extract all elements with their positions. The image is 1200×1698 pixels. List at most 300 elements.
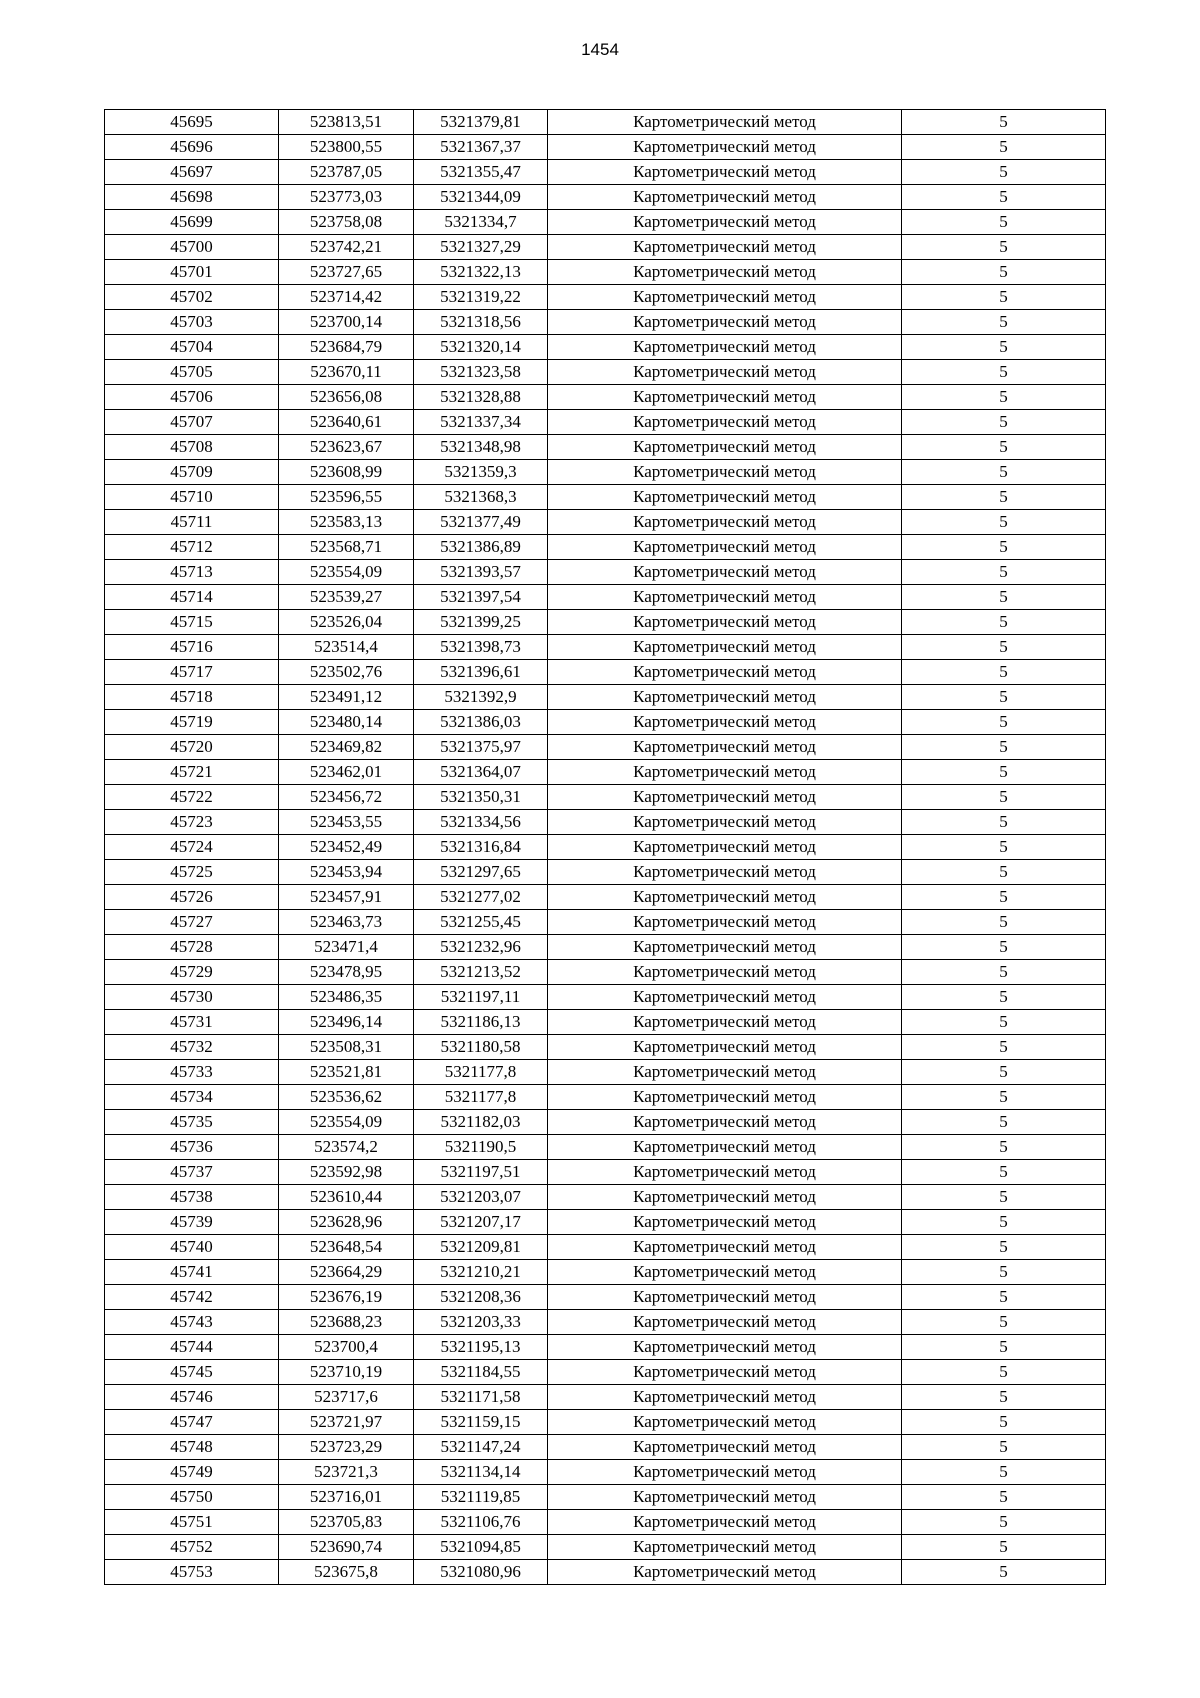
- point-number-cell: 45750: [105, 1485, 279, 1510]
- accuracy-cell: 5: [902, 260, 1106, 285]
- y-coordinate-cell: 5321232,96: [414, 935, 548, 960]
- point-number-cell: 45701: [105, 260, 279, 285]
- y-coordinate-cell: 5321337,34: [414, 410, 548, 435]
- method-cell: Картометрический метод: [548, 660, 902, 685]
- method-cell: Картометрический метод: [548, 210, 902, 235]
- x-coordinate-cell: 523491,12: [279, 685, 414, 710]
- accuracy-cell: 5: [902, 1210, 1106, 1235]
- accuracy-cell: 5: [902, 585, 1106, 610]
- y-coordinate-cell: 5321344,09: [414, 185, 548, 210]
- accuracy-cell: 5: [902, 1460, 1106, 1485]
- method-cell: Картометрический метод: [548, 285, 902, 310]
- accuracy-cell: 5: [902, 285, 1106, 310]
- method-cell: Картометрический метод: [548, 485, 902, 510]
- table-row: [105, 935, 1106, 960]
- point-number-cell: 45722: [105, 785, 279, 810]
- table-row: [105, 860, 1106, 885]
- table-row: [105, 510, 1106, 535]
- point-number-cell: 45726: [105, 885, 279, 910]
- method-cell: Картометрический метод: [548, 960, 902, 985]
- table-row: [105, 1385, 1106, 1410]
- x-coordinate-cell: 523610,44: [279, 1185, 414, 1210]
- method-cell: Картометрический метод: [548, 510, 902, 535]
- method-cell: Картометрический метод: [548, 360, 902, 385]
- point-number-cell: 45749: [105, 1460, 279, 1485]
- method-cell: Картометрический метод: [548, 1410, 902, 1435]
- point-number-cell: 45733: [105, 1060, 279, 1085]
- point-number-cell: 45738: [105, 1185, 279, 1210]
- accuracy-cell: 5: [902, 435, 1106, 460]
- accuracy-cell: 5: [902, 885, 1106, 910]
- accuracy-cell: 5: [902, 1110, 1106, 1135]
- method-cell: Картометрический метод: [548, 185, 902, 210]
- table-row: [105, 1185, 1106, 1210]
- accuracy-cell: 5: [902, 1310, 1106, 1335]
- y-coordinate-cell: 5321182,03: [414, 1110, 548, 1135]
- table-row: [105, 785, 1106, 810]
- point-number-cell: 45696: [105, 135, 279, 160]
- table-row: [105, 1110, 1106, 1135]
- x-coordinate-cell: 523471,4: [279, 935, 414, 960]
- table-row: [105, 135, 1106, 160]
- method-cell: Картометрический метод: [548, 160, 902, 185]
- table-row: [105, 635, 1106, 660]
- y-coordinate-cell: 5321119,85: [414, 1485, 548, 1510]
- table-row: [105, 385, 1106, 410]
- x-coordinate-cell: 523717,6: [279, 1385, 414, 1410]
- table-row: [105, 660, 1106, 685]
- point-number-cell: 45716: [105, 635, 279, 660]
- table-row: [105, 1210, 1106, 1235]
- method-cell: Картометрический метод: [548, 985, 902, 1010]
- accuracy-cell: 5: [902, 460, 1106, 485]
- x-coordinate-cell: 523714,42: [279, 285, 414, 310]
- point-number-cell: 45723: [105, 810, 279, 835]
- x-coordinate-cell: 523690,74: [279, 1535, 414, 1560]
- accuracy-cell: 5: [902, 710, 1106, 735]
- method-cell: Картометрический метод: [548, 1185, 902, 1210]
- table-row: [105, 560, 1106, 585]
- y-coordinate-cell: 5321177,8: [414, 1085, 548, 1110]
- x-coordinate-cell: 523608,99: [279, 460, 414, 485]
- accuracy-cell: 5: [902, 985, 1106, 1010]
- point-number-cell: 45728: [105, 935, 279, 960]
- method-cell: Картометрический метод: [548, 1060, 902, 1085]
- point-number-cell: 45705: [105, 360, 279, 385]
- method-cell: Картометрический метод: [548, 1285, 902, 1310]
- method-cell: Картометрический метод: [548, 735, 902, 760]
- table-row: [105, 160, 1106, 185]
- accuracy-cell: 5: [902, 510, 1106, 535]
- method-cell: Картометрический метод: [548, 1510, 902, 1535]
- table-row: [105, 1485, 1106, 1510]
- accuracy-cell: 5: [902, 1360, 1106, 1385]
- accuracy-cell: 5: [902, 835, 1106, 860]
- table-row: [105, 210, 1106, 235]
- table-row: [105, 985, 1106, 1010]
- method-cell: Картометрический метод: [548, 610, 902, 635]
- table-row: [105, 110, 1106, 135]
- accuracy-cell: 5: [902, 760, 1106, 785]
- accuracy-cell: 5: [902, 335, 1106, 360]
- point-number-cell: 45737: [105, 1160, 279, 1185]
- method-cell: Картометрический метод: [548, 785, 902, 810]
- y-coordinate-cell: 5321320,14: [414, 335, 548, 360]
- point-number-cell: 45704: [105, 335, 279, 360]
- point-number-cell: 45699: [105, 210, 279, 235]
- y-coordinate-cell: 5321159,15: [414, 1410, 548, 1435]
- accuracy-cell: 5: [902, 185, 1106, 210]
- y-coordinate-cell: 5321180,58: [414, 1035, 548, 1060]
- method-cell: Картометрический метод: [548, 1385, 902, 1410]
- table-row: [105, 1560, 1106, 1585]
- y-coordinate-cell: 5321134,14: [414, 1460, 548, 1485]
- x-coordinate-cell: 523596,55: [279, 485, 414, 510]
- coordinates-table-container: [104, 109, 1105, 1585]
- point-number-cell: 45717: [105, 660, 279, 685]
- table-row: [105, 285, 1106, 310]
- accuracy-cell: 5: [902, 810, 1106, 835]
- point-number-cell: 45743: [105, 1310, 279, 1335]
- accuracy-cell: 5: [902, 235, 1106, 260]
- method-cell: Картометрический метод: [548, 435, 902, 460]
- accuracy-cell: 5: [902, 485, 1106, 510]
- y-coordinate-cell: 5321318,56: [414, 310, 548, 335]
- y-coordinate-cell: 5321197,51: [414, 1160, 548, 1185]
- x-coordinate-cell: 523583,13: [279, 510, 414, 535]
- accuracy-cell: 5: [902, 1235, 1106, 1260]
- accuracy-cell: 5: [902, 785, 1106, 810]
- accuracy-cell: 5: [902, 1010, 1106, 1035]
- y-coordinate-cell: 5321094,85: [414, 1535, 548, 1560]
- accuracy-cell: 5: [902, 360, 1106, 385]
- accuracy-cell: 5: [902, 1285, 1106, 1310]
- x-coordinate-cell: 523486,35: [279, 985, 414, 1010]
- y-coordinate-cell: 5321297,65: [414, 860, 548, 885]
- y-coordinate-cell: 5321375,97: [414, 735, 548, 760]
- method-cell: Картометрический метод: [548, 1135, 902, 1160]
- x-coordinate-cell: 523623,67: [279, 435, 414, 460]
- method-cell: Картометрический метод: [548, 710, 902, 735]
- point-number-cell: 45703: [105, 310, 279, 335]
- accuracy-cell: 5: [902, 1510, 1106, 1535]
- x-coordinate-cell: 523676,19: [279, 1285, 414, 1310]
- y-coordinate-cell: 5321355,47: [414, 160, 548, 185]
- table-row: [105, 1535, 1106, 1560]
- table-row: [105, 1010, 1106, 1035]
- table-row: [105, 910, 1106, 935]
- table-row: [105, 1360, 1106, 1385]
- x-coordinate-cell: 523452,49: [279, 835, 414, 860]
- x-coordinate-cell: 523514,4: [279, 635, 414, 660]
- accuracy-cell: 5: [902, 610, 1106, 635]
- method-cell: Картометрический метод: [548, 1260, 902, 1285]
- y-coordinate-cell: 5321255,45: [414, 910, 548, 935]
- table-row: [105, 760, 1106, 785]
- method-cell: Картометрический метод: [548, 1235, 902, 1260]
- x-coordinate-cell: 523539,27: [279, 585, 414, 610]
- y-coordinate-cell: 5321209,81: [414, 1235, 548, 1260]
- x-coordinate-cell: 523554,09: [279, 1110, 414, 1135]
- point-number-cell: 45702: [105, 285, 279, 310]
- point-number-cell: 45741: [105, 1260, 279, 1285]
- y-coordinate-cell: 5321334,7: [414, 210, 548, 235]
- method-cell: Картометрический метод: [548, 560, 902, 585]
- x-coordinate-cell: 523521,81: [279, 1060, 414, 1085]
- accuracy-cell: 5: [902, 1035, 1106, 1060]
- table-row: [105, 1335, 1106, 1360]
- accuracy-cell: 5: [902, 935, 1106, 960]
- y-coordinate-cell: 5321190,5: [414, 1135, 548, 1160]
- point-number-cell: 45695: [105, 110, 279, 135]
- x-coordinate-cell: 523705,83: [279, 1510, 414, 1535]
- x-coordinate-cell: 523723,29: [279, 1435, 414, 1460]
- table-row: [105, 710, 1106, 735]
- point-number-cell: 45711: [105, 510, 279, 535]
- method-cell: Картометрический метод: [548, 1335, 902, 1360]
- method-cell: Картометрический метод: [548, 1210, 902, 1235]
- method-cell: Картометрический метод: [548, 910, 902, 935]
- point-number-cell: 45700: [105, 235, 279, 260]
- y-coordinate-cell: 5321379,81: [414, 110, 548, 135]
- y-coordinate-cell: 5321277,02: [414, 885, 548, 910]
- point-number-cell: 45719: [105, 710, 279, 735]
- table-row: [105, 1310, 1106, 1335]
- method-cell: Картометрический метод: [548, 135, 902, 160]
- point-number-cell: 45734: [105, 1085, 279, 1110]
- y-coordinate-cell: 5321392,9: [414, 685, 548, 710]
- table-row: [105, 585, 1106, 610]
- table-row: [105, 410, 1106, 435]
- y-coordinate-cell: 5321186,13: [414, 1010, 548, 1035]
- table-row: [105, 1035, 1106, 1060]
- method-cell: Картометрический метод: [548, 635, 902, 660]
- x-coordinate-cell: 523721,97: [279, 1410, 414, 1435]
- accuracy-cell: 5: [902, 135, 1106, 160]
- table-row: [105, 435, 1106, 460]
- y-coordinate-cell: 5321334,56: [414, 810, 548, 835]
- point-number-cell: 45730: [105, 985, 279, 1010]
- point-number-cell: 45753: [105, 1560, 279, 1585]
- table-row: [105, 335, 1106, 360]
- y-coordinate-cell: 5321147,24: [414, 1435, 548, 1460]
- method-cell: Картометрический метод: [548, 1035, 902, 1060]
- accuracy-cell: 5: [902, 1335, 1106, 1360]
- y-coordinate-cell: 5321208,36: [414, 1285, 548, 1310]
- method-cell: Картометрический метод: [548, 1110, 902, 1135]
- accuracy-cell: 5: [902, 1185, 1106, 1210]
- x-coordinate-cell: 523453,94: [279, 860, 414, 885]
- x-coordinate-cell: 523700,14: [279, 310, 414, 335]
- x-coordinate-cell: 523463,73: [279, 910, 414, 935]
- table-row: [105, 735, 1106, 760]
- x-coordinate-cell: 523536,62: [279, 1085, 414, 1110]
- y-coordinate-cell: 5321350,31: [414, 785, 548, 810]
- point-number-cell: 45748: [105, 1435, 279, 1460]
- method-cell: Картометрический метод: [548, 685, 902, 710]
- point-number-cell: 45720: [105, 735, 279, 760]
- accuracy-cell: 5: [902, 385, 1106, 410]
- y-coordinate-cell: 5321368,3: [414, 485, 548, 510]
- method-cell: Картометрический метод: [548, 410, 902, 435]
- point-number-cell: 45746: [105, 1385, 279, 1410]
- table-row: [105, 835, 1106, 860]
- x-coordinate-cell: 523554,09: [279, 560, 414, 585]
- coordinates-table-body: [105, 110, 1106, 1585]
- table-row: [105, 610, 1106, 635]
- method-cell: Картометрический метод: [548, 535, 902, 560]
- accuracy-cell: 5: [902, 1435, 1106, 1460]
- point-number-cell: 45742: [105, 1285, 279, 1310]
- accuracy-cell: 5: [902, 635, 1106, 660]
- table-row: [105, 1060, 1106, 1085]
- accuracy-cell: 5: [902, 685, 1106, 710]
- table-row: [105, 360, 1106, 385]
- y-coordinate-cell: 5321367,37: [414, 135, 548, 160]
- x-coordinate-cell: 523508,31: [279, 1035, 414, 1060]
- x-coordinate-cell: 523664,29: [279, 1260, 414, 1285]
- method-cell: Картометрический метод: [548, 860, 902, 885]
- x-coordinate-cell: 523742,21: [279, 235, 414, 260]
- method-cell: Картометрический метод: [548, 1085, 902, 1110]
- point-number-cell: 45712: [105, 535, 279, 560]
- x-coordinate-cell: 523568,71: [279, 535, 414, 560]
- y-coordinate-cell: 5321393,57: [414, 560, 548, 585]
- y-coordinate-cell: 5321327,29: [414, 235, 548, 260]
- point-number-cell: 45727: [105, 910, 279, 935]
- y-coordinate-cell: 5321316,84: [414, 835, 548, 860]
- accuracy-cell: 5: [902, 110, 1106, 135]
- x-coordinate-cell: 523675,8: [279, 1560, 414, 1585]
- x-coordinate-cell: 523453,55: [279, 810, 414, 835]
- method-cell: Картометрический метод: [548, 835, 902, 860]
- y-coordinate-cell: 5321399,25: [414, 610, 548, 635]
- x-coordinate-cell: 523721,3: [279, 1460, 414, 1485]
- point-number-cell: 45709: [105, 460, 279, 485]
- x-coordinate-cell: 523813,51: [279, 110, 414, 135]
- table-row: [105, 310, 1106, 335]
- x-coordinate-cell: 523628,96: [279, 1210, 414, 1235]
- point-number-cell: 45708: [105, 435, 279, 460]
- table-row: [105, 1235, 1106, 1260]
- table-row: [105, 1460, 1106, 1485]
- x-coordinate-cell: 523496,14: [279, 1010, 414, 1035]
- accuracy-cell: 5: [902, 535, 1106, 560]
- x-coordinate-cell: 523656,08: [279, 385, 414, 410]
- x-coordinate-cell: 523716,01: [279, 1485, 414, 1510]
- accuracy-cell: 5: [902, 960, 1106, 985]
- table-row: [105, 1510, 1106, 1535]
- x-coordinate-cell: 523773,03: [279, 185, 414, 210]
- accuracy-cell: 5: [902, 1560, 1106, 1585]
- method-cell: Картометрический метод: [548, 1435, 902, 1460]
- x-coordinate-cell: 523526,04: [279, 610, 414, 635]
- point-number-cell: 45751: [105, 1510, 279, 1535]
- point-number-cell: 45698: [105, 185, 279, 210]
- method-cell: Картометрический метод: [548, 1360, 902, 1385]
- x-coordinate-cell: 523670,11: [279, 360, 414, 385]
- table-row: [105, 460, 1106, 485]
- table-row: [105, 260, 1106, 285]
- point-number-cell: 45729: [105, 960, 279, 985]
- point-number-cell: 45715: [105, 610, 279, 635]
- x-coordinate-cell: 523710,19: [279, 1360, 414, 1385]
- point-number-cell: 45747: [105, 1410, 279, 1435]
- point-number-cell: 45739: [105, 1210, 279, 1235]
- y-coordinate-cell: 5321195,13: [414, 1335, 548, 1360]
- table-row: [105, 685, 1106, 710]
- accuracy-cell: 5: [902, 660, 1106, 685]
- y-coordinate-cell: 5321386,89: [414, 535, 548, 560]
- accuracy-cell: 5: [902, 1060, 1106, 1085]
- point-number-cell: 45732: [105, 1035, 279, 1060]
- table-row: [105, 1260, 1106, 1285]
- accuracy-cell: 5: [902, 1385, 1106, 1410]
- point-number-cell: 45736: [105, 1135, 279, 1160]
- table-row: [105, 1135, 1106, 1160]
- point-number-cell: 45744: [105, 1335, 279, 1360]
- x-coordinate-cell: 523478,95: [279, 960, 414, 985]
- y-coordinate-cell: 5321386,03: [414, 710, 548, 735]
- accuracy-cell: 5: [902, 210, 1106, 235]
- point-number-cell: 45724: [105, 835, 279, 860]
- y-coordinate-cell: 5321348,98: [414, 435, 548, 460]
- y-coordinate-cell: 5321377,49: [414, 510, 548, 535]
- x-coordinate-cell: 523684,79: [279, 335, 414, 360]
- y-coordinate-cell: 5321213,52: [414, 960, 548, 985]
- accuracy-cell: 5: [902, 310, 1106, 335]
- x-coordinate-cell: 523592,98: [279, 1160, 414, 1185]
- point-number-cell: 45713: [105, 560, 279, 585]
- point-number-cell: 45697: [105, 160, 279, 185]
- y-coordinate-cell: 5321106,76: [414, 1510, 548, 1535]
- y-coordinate-cell: 5321319,22: [414, 285, 548, 310]
- method-cell: Картометрический метод: [548, 335, 902, 360]
- method-cell: Картометрический метод: [548, 385, 902, 410]
- x-coordinate-cell: 523456,72: [279, 785, 414, 810]
- y-coordinate-cell: 5321328,88: [414, 385, 548, 410]
- y-coordinate-cell: 5321203,07: [414, 1185, 548, 1210]
- point-number-cell: 45752: [105, 1535, 279, 1560]
- page-number: 1454: [581, 40, 619, 59]
- table-row: [105, 960, 1106, 985]
- method-cell: Картометрический метод: [548, 460, 902, 485]
- method-cell: Картометрический метод: [548, 110, 902, 135]
- point-number-cell: 45714: [105, 585, 279, 610]
- y-coordinate-cell: 5321398,73: [414, 635, 548, 660]
- accuracy-cell: 5: [902, 410, 1106, 435]
- method-cell: Картометрический метод: [548, 235, 902, 260]
- accuracy-cell: 5: [902, 560, 1106, 585]
- table-row: [105, 235, 1106, 260]
- point-number-cell: 45735: [105, 1110, 279, 1135]
- method-cell: Картометрический метод: [548, 935, 902, 960]
- point-number-cell: 45725: [105, 860, 279, 885]
- method-cell: Картометрический метод: [548, 1310, 902, 1335]
- point-number-cell: 45745: [105, 1360, 279, 1385]
- x-coordinate-cell: 523700,4: [279, 1335, 414, 1360]
- x-coordinate-cell: 523758,08: [279, 210, 414, 235]
- accuracy-cell: 5: [902, 1135, 1106, 1160]
- method-cell: Картометрический метод: [548, 760, 902, 785]
- table-row: [105, 810, 1106, 835]
- table-row: [105, 535, 1106, 560]
- point-number-cell: 45740: [105, 1235, 279, 1260]
- method-cell: Картометрический метод: [548, 310, 902, 335]
- accuracy-cell: 5: [902, 1485, 1106, 1510]
- y-coordinate-cell: 5321210,21: [414, 1260, 548, 1285]
- method-cell: Картометрический метод: [548, 885, 902, 910]
